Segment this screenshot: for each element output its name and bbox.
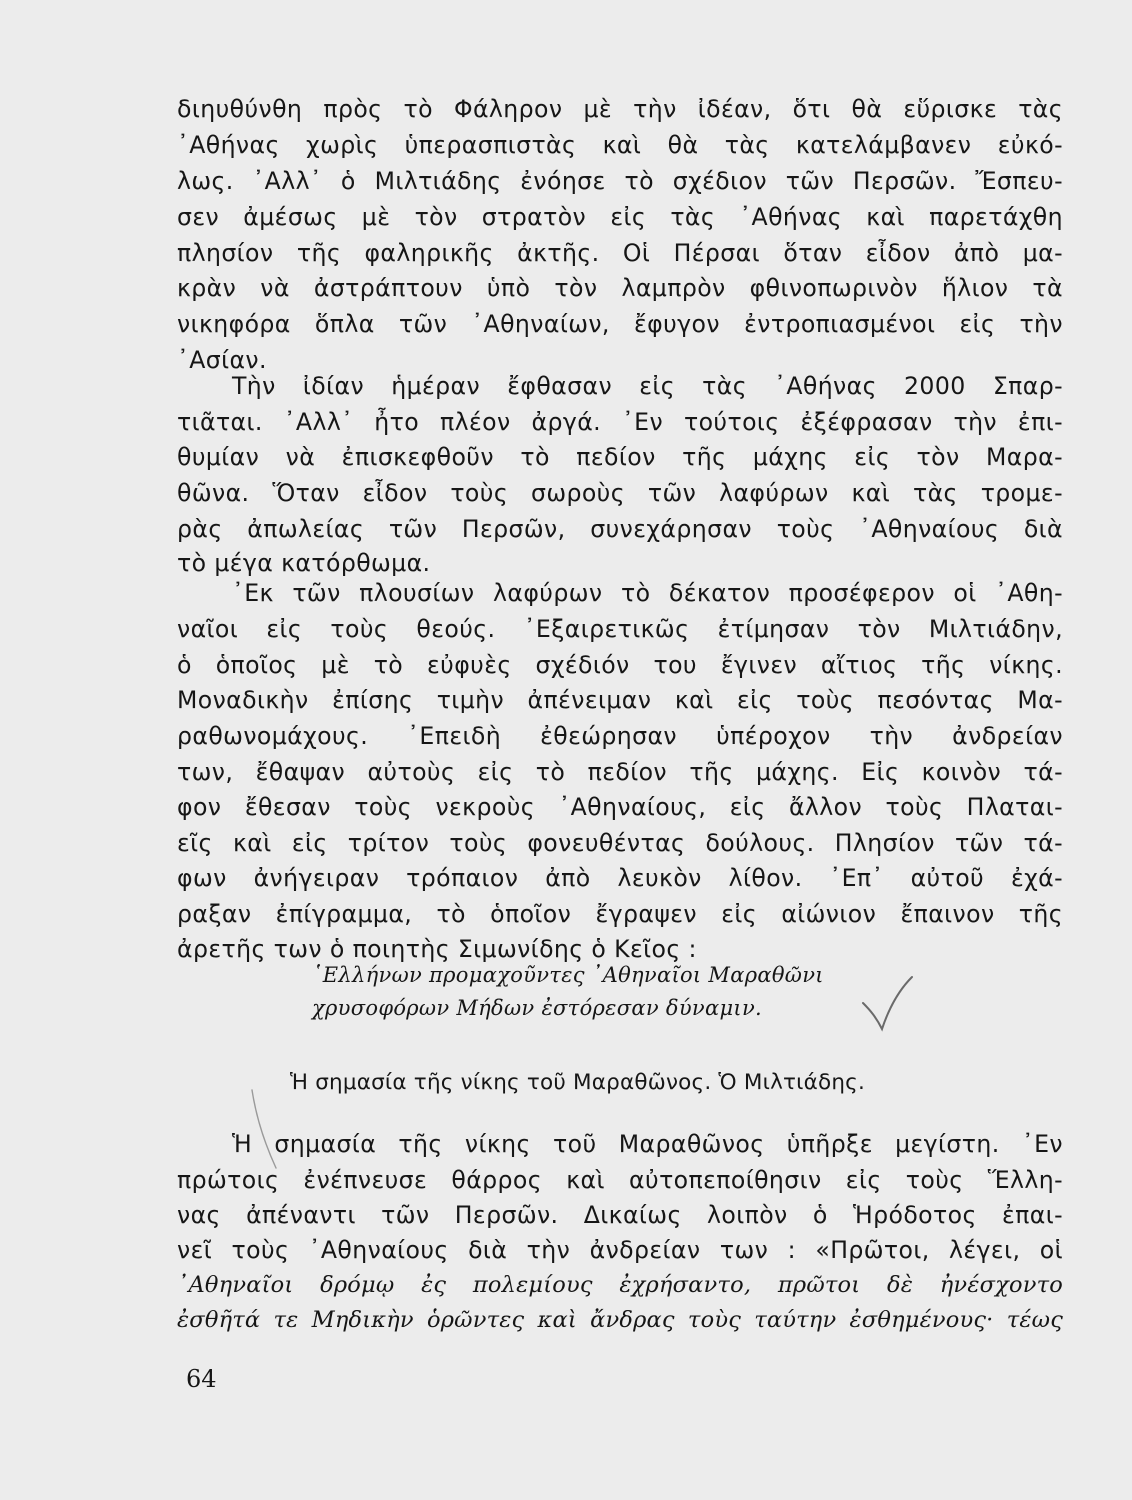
- text-line: ᾿Ασίαν.: [177, 346, 267, 374]
- text-line: ἐσθῆτά τε Μηδικὴν ὁρῶντες καὶ ἄνδρας τοὺς ταύτην ἐσθημένους· τέως: [177, 1307, 1063, 1333]
- text-line: πλησίον τῆς φαληρικῆς ἀκτῆς. Οἱ Πέρσαι ὅταν εἶδον ἀπὸ μα-: [177, 239, 1063, 267]
- text-line: θῶνα. Ὅταν εἶδον τοὺς σωροὺς τῶν λαφύρων καὶ τὰς τρομε-: [177, 479, 1063, 507]
- text-line: κρὰν νὰ ἀστράπτουν ὑπὸ τὸν λαμπρὸν φθινοπωρινὸν ἥλιον τὰ: [177, 274, 1063, 302]
- text-line: πρώτοις ἐνέπνευσε θάρρος καὶ αὐτοπεποίθησιν εἰς τοὺς Ἕλλη-: [177, 1166, 1063, 1194]
- text-line: φων ἀνήγειραν τρόπαιον ἀπὸ λευκὸν λίθον. ᾿Επ᾿ αὐτοῦ ἐχά-: [177, 864, 1063, 892]
- text-line: τιᾶται. ᾿Αλλ᾿ ἦτο πλέον ἀργά. ᾿Εν τούτοις ἐξέφρασαν τὴν ἐπι-: [177, 408, 1063, 436]
- text-line: νικηφόρα ὅπλα τῶν ᾿Αθηναίων, ἔφυγον ἐντροπιασμένοι εἰς τὴν: [177, 310, 1063, 338]
- text-line: τὸ μέγα κατόρθωμα.: [177, 549, 431, 577]
- text-line: Τὴν ἰδίαν ἡμέραν ἔφθασαν εἰς τὰς ᾿Αθήνας 2000 Σπαρ-: [232, 372, 1063, 400]
- text-line: σεν ἀμέσως μὲ τὸν στρατὸν εἰς τὰς ᾿Αθήνας καὶ παρετάχθη: [177, 203, 1063, 231]
- text-line: ναῖοι εἰς τοὺς θεούς. ᾿Εξαιρετικῶς ἐτίμησαν τὸν Μιλτιάδην,: [177, 615, 1063, 643]
- text-line: Μοναδικὴν ἐπίσης τιμὴν ἀπένειμαν καὶ εἰς τοὺς πεσόντας Μα-: [177, 686, 1063, 714]
- text-line: των, ἔθαψαν αὐτοὺς εἰς τὸ πεδίον τῆς μάχης. Εἰς κοινὸν τά-: [177, 758, 1063, 786]
- text-line: νεῖ τοὺς ᾿Αθηναίους διὰ τὴν ἀνδρείαν των : «Πρῶτοι, λέγει, οἱ: [177, 1236, 1063, 1264]
- text-line: ἀρετῆς των ὁ ποιητὴς Σιμωνίδης ὁ Κεῖος :: [177, 935, 697, 963]
- text-line: λως. ᾿Αλλ᾿ ὁ Μιλτιάδης ἐνόησε τὸ σχέδιον τῶν Περσῶν. Ἔσπευ-: [177, 167, 1063, 195]
- section-heading: Ἡ σημασία τῆς νίκης τοῦ Μαραθῶνος. Ὁ Μιλτιάδης.: [290, 1070, 866, 1095]
- text-line: νας ἀπέναντι τῶν Περσῶν. Δικαίως λοιπὸν ὁ Ἡρόδοτος ἐπαι-: [177, 1201, 1063, 1229]
- text-line: ρὰς ἀπωλείας τῶν Περσῶν, συνεχάρησαν τοὺς ᾿Αθηναίους διὰ: [177, 515, 1063, 543]
- text-line: ραξαν ἐπίγραμμα, τὸ ὁποῖον ἔγραψεν εἰς αἰώνιον ἔπαινον τῆς: [177, 900, 1063, 928]
- page-number: 64: [186, 1365, 217, 1393]
- text-line: φον ἔθεσαν τοὺς νεκροὺς ᾿Αθηναίους, εἰς ἄλλον τοὺς Πλαται-: [177, 793, 1063, 821]
- text-line: ᾿Εκ τῶν πλουσίων λαφύρων τὸ δέκατον προσέφερον οἱ ᾿Αθη-: [232, 579, 1063, 607]
- text-line: ᾿Αθήνας χωρὶς ὑπερασπιστὰς καὶ θὰ τὰς κατελάμβανεν εὐκό-: [177, 131, 1063, 159]
- text-line: εῖς καὶ εἰς τρίτον τοὺς φονευθέντας δούλους. Πλησίον τῶν τά-: [177, 829, 1063, 857]
- pencil-checkmark-icon: [860, 975, 916, 1037]
- text-line: ὁ ὁποῖος μὲ τὸ εὐφυὲς σχέδιόν του ἔγινεν αἴτιος τῆς νίκης.: [177, 651, 1063, 679]
- text-line: διηυθύνθη πρὸς τὸ Φάληρον μὲ τὴν ἰδέαν, ὅτι θὰ εὕρισκε τὰς: [177, 95, 1063, 123]
- epigram-line: χρυσοφόρων Μήδων ἐστόρεσαν δύναμιν.: [312, 996, 762, 1020]
- text-line: Ἡ σημασία τῆς νίκης τοῦ Μαραθῶνος ὑπῆρξε μεγίστη. ᾿Εν: [232, 1130, 1063, 1158]
- text-line: ραθωνομάχους. ᾿Επειδὴ ἐθεώρησαν ὑπέροχον τὴν ἀνδρείαν: [177, 722, 1063, 750]
- epigram-line: ῾Ελλήνων προμαχοῦντες ᾿Αθηναῖοι Μαραθῶνι: [312, 963, 824, 987]
- text-line: θυμίαν νὰ ἐπισκεφθοῦν τὸ πεδίον τῆς μάχης εἰς τὸν Μαρα-: [177, 443, 1063, 471]
- text-line: ᾿Αθηναῖοι δρόμῳ ἐς πολεμίους ἐχρήσαντο, πρῶτοι δὲ ἠνέσχοντο: [177, 1272, 1063, 1298]
